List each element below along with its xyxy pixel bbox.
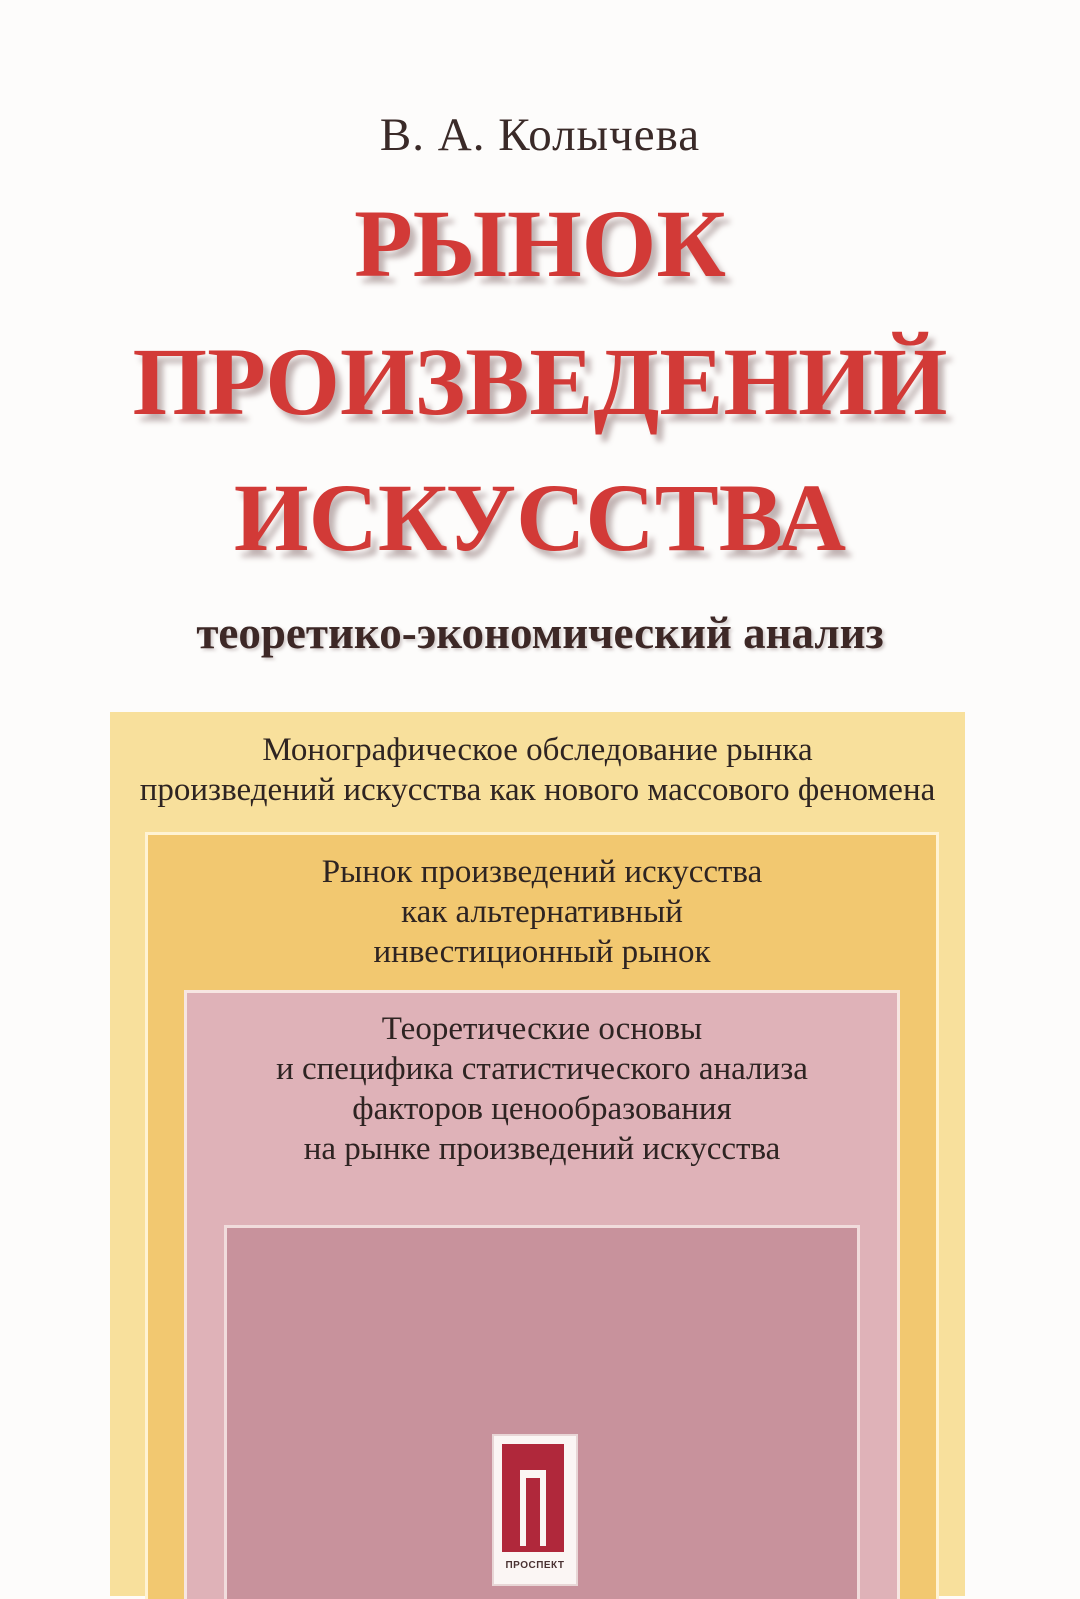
subtitle: теоретико-экономический анализ [196,608,884,658]
title-line-3: ИСКУССТВА [233,464,847,571]
block-3-line-2: и специфика статистического анализа [276,1051,808,1087]
publisher-logo-icon [502,1444,564,1552]
block-3-line-4: на рынке произведений искусства [303,1131,781,1167]
block-3-line-3: факторов ценообразования [352,1091,732,1127]
title-line-2: ПРОИЗВЕДЕНИЙ [132,328,948,435]
publisher-logo [492,1434,578,1586]
block-3-line-1: Теоретические основы [381,1011,703,1047]
block-text-1 [110,730,965,810]
logo-arch-inner [526,1478,540,1546]
title-line-1: РЫНОК [354,190,726,297]
block-text-3 [184,1009,900,1169]
publisher-name: ПРОСПЕКТ [505,1560,565,1571]
block-1-line-2: произведений искусства как нового массового феномена [139,772,936,808]
block-2-line-3: инвестиционный рынок [373,934,711,970]
block-text-2 [145,852,939,972]
author-name: В. А. Колычева [379,109,701,161]
block-1-line-1: Монографическое обследование рынка [262,732,813,768]
block-2-line-1: Рынок произведений искусства [321,854,763,890]
block-2-line-2: как альтернативный [401,894,683,930]
